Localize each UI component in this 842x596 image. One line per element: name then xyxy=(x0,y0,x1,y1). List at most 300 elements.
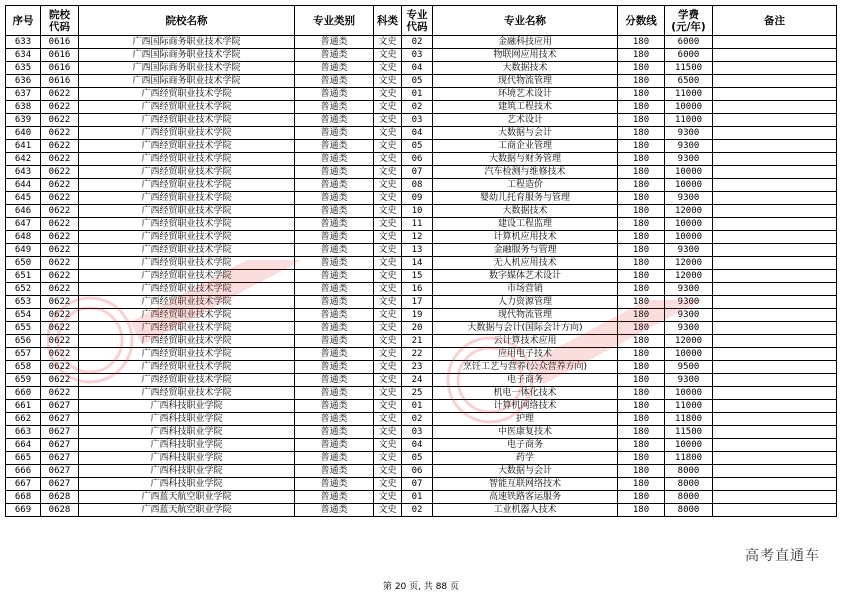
cell-score: 180 xyxy=(618,335,665,348)
header-note: 备注 xyxy=(713,6,837,36)
cell-note xyxy=(713,62,837,75)
cell-category: 普通类 xyxy=(295,179,374,192)
cell-subject: 文史 xyxy=(374,335,402,348)
cell-major-name: 大数据与会计 xyxy=(433,127,618,140)
cell-category: 普通类 xyxy=(295,36,374,49)
table-row xyxy=(6,452,837,465)
cell-school-name: 广西国际商务职业技术学院 xyxy=(79,36,295,49)
cell-major-name: 电子商务 xyxy=(433,374,618,387)
header-category: 专业类别 xyxy=(295,6,374,36)
header-major-code-line2: 代码 xyxy=(406,20,428,33)
table-row xyxy=(6,153,837,166)
cell-school-code: 0622 xyxy=(41,244,79,257)
header-fee-line1: 学费 xyxy=(678,8,699,21)
cell-major-code: 24 xyxy=(402,374,433,387)
cell-score: 180 xyxy=(618,413,665,426)
cell-school-code: 0622 xyxy=(41,296,79,309)
cell-major-name: 建筑工程技术 xyxy=(433,101,618,114)
header-subject: 科类 xyxy=(374,6,402,36)
cell-school-name: 广西经贸职业技术学院 xyxy=(79,127,295,140)
cell-subject: 文史 xyxy=(374,348,402,361)
cell-score: 180 xyxy=(618,452,665,465)
header-score: 分数线 xyxy=(618,6,665,36)
cell-major-name: 智能互联网络技术 xyxy=(433,478,618,491)
cell-seq: 655 xyxy=(6,322,41,335)
cell-school-name: 广西经贸职业技术学院 xyxy=(79,361,295,374)
cell-major-code: 20 xyxy=(402,322,433,335)
cell-fee: 10000 xyxy=(665,179,713,192)
cell-score: 180 xyxy=(618,218,665,231)
cell-fee: 12000 xyxy=(665,205,713,218)
cell-fee: 9300 xyxy=(665,283,713,296)
table-row xyxy=(6,140,837,153)
cell-school-code: 0627 xyxy=(41,439,79,452)
cell-major-code: 03 xyxy=(402,114,433,127)
cell-school-code: 0622 xyxy=(41,322,79,335)
cell-subject: 文史 xyxy=(374,413,402,426)
cell-score: 180 xyxy=(618,400,665,413)
cell-major-code: 05 xyxy=(402,75,433,88)
cell-major-code: 02 xyxy=(402,36,433,49)
cell-school-code: 0627 xyxy=(41,426,79,439)
cell-score: 180 xyxy=(618,153,665,166)
cell-score: 180 xyxy=(618,166,665,179)
cell-subject: 文史 xyxy=(374,88,402,101)
table-row xyxy=(6,257,837,270)
cell-major-code: 19 xyxy=(402,309,433,322)
cell-school-name: 广西科技职业学院 xyxy=(79,400,295,413)
cell-score: 180 xyxy=(618,231,665,244)
cell-note xyxy=(713,413,837,426)
cell-major-name: 汽车检测与维修技术 xyxy=(433,166,618,179)
cell-school-name: 广西经贸职业技术学院 xyxy=(79,335,295,348)
cell-subject: 文史 xyxy=(374,75,402,88)
cell-school-name: 广西经贸职业技术学院 xyxy=(79,114,295,127)
cell-school-code: 0622 xyxy=(41,309,79,322)
cell-school-name: 广西经贸职业技术学院 xyxy=(79,218,295,231)
cell-school-code: 0622 xyxy=(41,88,79,101)
cell-seq: 649 xyxy=(6,244,41,257)
cell-school-name: 广西蓝天航空职业学院 xyxy=(79,491,295,504)
cell-fee: 11000 xyxy=(665,400,713,413)
cell-subject: 文史 xyxy=(374,49,402,62)
cell-fee: 10000 xyxy=(665,101,713,114)
cell-subject: 文史 xyxy=(374,296,402,309)
cell-subject: 文史 xyxy=(374,231,402,244)
cell-school-name: 广西科技职业学院 xyxy=(79,478,295,491)
cell-major-name: 工程造价 xyxy=(433,179,618,192)
cell-note xyxy=(713,283,837,296)
cell-major-name: 药学 xyxy=(433,452,618,465)
cell-seq: 636 xyxy=(6,75,41,88)
cell-score: 180 xyxy=(618,439,665,452)
cell-score: 180 xyxy=(618,257,665,270)
cell-category: 普通类 xyxy=(295,465,374,478)
cell-score: 180 xyxy=(618,244,665,257)
table-row xyxy=(6,348,837,361)
cell-school-code: 0622 xyxy=(41,140,79,153)
cell-major-code: 05 xyxy=(402,452,433,465)
cell-school-name: 广西经贸职业技术学院 xyxy=(79,374,295,387)
cell-major-name: 现代物流管理 xyxy=(433,309,618,322)
cell-category: 普通类 xyxy=(295,166,374,179)
cell-fee: 8000 xyxy=(665,491,713,504)
cell-note xyxy=(713,374,837,387)
cell-score: 180 xyxy=(618,36,665,49)
cell-seq: 635 xyxy=(6,62,41,75)
cell-note xyxy=(713,114,837,127)
cell-fee: 10000 xyxy=(665,218,713,231)
cell-major-name: 金融科技应用 xyxy=(433,36,618,49)
cell-seq: 648 xyxy=(6,231,41,244)
cell-score: 180 xyxy=(618,114,665,127)
cell-note xyxy=(713,504,837,517)
cell-category: 普通类 xyxy=(295,49,374,62)
cell-school-code: 0628 xyxy=(41,504,79,517)
cell-subject: 文史 xyxy=(374,179,402,192)
cell-major-code: 07 xyxy=(402,166,433,179)
cell-note xyxy=(713,478,837,491)
table-row xyxy=(6,439,837,452)
cell-category: 普通类 xyxy=(295,387,374,400)
cell-fee: 10000 xyxy=(665,166,713,179)
cell-subject: 文史 xyxy=(374,283,402,296)
cell-score: 180 xyxy=(618,179,665,192)
cell-subject: 文史 xyxy=(374,387,402,400)
cell-major-code: 03 xyxy=(402,49,433,62)
cell-subject: 文史 xyxy=(374,114,402,127)
cell-major-name: 工业机器人技术 xyxy=(433,504,618,517)
cell-fee: 9300 xyxy=(665,153,713,166)
cell-major-name: 无人机应用技术 xyxy=(433,257,618,270)
cell-score: 180 xyxy=(618,140,665,153)
cell-seq: 669 xyxy=(6,504,41,517)
cell-major-name: 婴幼儿托育服务与管理 xyxy=(433,192,618,205)
cell-note xyxy=(713,88,837,101)
cell-fee: 12000 xyxy=(665,270,713,283)
cell-subject: 文史 xyxy=(374,218,402,231)
cell-category: 普通类 xyxy=(295,322,374,335)
table-row xyxy=(6,296,837,309)
cell-major-code: 25 xyxy=(402,387,433,400)
cell-major-name: 现代物流管理 xyxy=(433,75,618,88)
cell-seq: 663 xyxy=(6,426,41,439)
cell-major-code: 17 xyxy=(402,296,433,309)
cell-school-name: 广西科技职业学院 xyxy=(79,465,295,478)
cell-note xyxy=(713,452,837,465)
cell-score: 180 xyxy=(618,62,665,75)
cell-major-code: 04 xyxy=(402,127,433,140)
cell-school-code: 0622 xyxy=(41,335,79,348)
cell-subject: 文史 xyxy=(374,504,402,517)
table-row xyxy=(6,75,837,88)
cell-note xyxy=(713,192,837,205)
cell-school-code: 0622 xyxy=(41,361,79,374)
table-row xyxy=(6,49,837,62)
table-row xyxy=(6,36,837,49)
cell-subject: 文史 xyxy=(374,426,402,439)
cell-note xyxy=(713,270,837,283)
cell-major-code: 16 xyxy=(402,283,433,296)
cell-seq: 661 xyxy=(6,400,41,413)
cell-major-code: 15 xyxy=(402,270,433,283)
cell-subject: 文史 xyxy=(374,439,402,452)
cell-school-name: 广西经贸职业技术学院 xyxy=(79,244,295,257)
cell-major-code: 06 xyxy=(402,153,433,166)
cell-note xyxy=(713,36,837,49)
cell-subject: 文史 xyxy=(374,400,402,413)
header-fee xyxy=(665,6,713,36)
cell-major-name: 环境艺术设计 xyxy=(433,88,618,101)
cell-major-name: 烹饪工艺与营养(公众营养方向) xyxy=(433,361,618,374)
table-header-row xyxy=(6,6,837,36)
cell-major-code: 10 xyxy=(402,205,433,218)
header-school-name: 院校名称 xyxy=(79,6,295,36)
cell-school-code: 0622 xyxy=(41,127,79,140)
cell-major-code: 02 xyxy=(402,504,433,517)
cell-school-name: 广西国际商务职业技术学院 xyxy=(79,62,295,75)
table-row xyxy=(6,374,837,387)
cell-major-name: 计算机网络技术 xyxy=(433,400,618,413)
cell-school-code: 0622 xyxy=(41,166,79,179)
cell-school-name: 广西科技职业学院 xyxy=(79,413,295,426)
cell-note xyxy=(713,101,837,114)
cell-fee: 10000 xyxy=(665,439,713,452)
header-school-code-line2: 代码 xyxy=(49,20,70,33)
cell-note xyxy=(713,348,837,361)
cell-fee: 11500 xyxy=(665,62,713,75)
cell-school-code: 0627 xyxy=(41,478,79,491)
cell-category: 普通类 xyxy=(295,452,374,465)
cell-category: 普通类 xyxy=(295,88,374,101)
cell-score: 180 xyxy=(618,504,665,517)
cell-score: 180 xyxy=(618,491,665,504)
cell-category: 普通类 xyxy=(295,192,374,205)
table-row xyxy=(6,413,837,426)
cell-note xyxy=(713,231,837,244)
cell-major-name: 应用电子技术 xyxy=(433,348,618,361)
cell-category: 普通类 xyxy=(295,270,374,283)
cell-major-code: 04 xyxy=(402,62,433,75)
cell-score: 180 xyxy=(618,309,665,322)
cell-major-name: 云计算技术应用 xyxy=(433,335,618,348)
cell-subject: 文史 xyxy=(374,257,402,270)
cell-fee: 10000 xyxy=(665,387,713,400)
cell-seq: 651 xyxy=(6,270,41,283)
cell-subject: 文史 xyxy=(374,101,402,114)
cell-major-code: 05 xyxy=(402,140,433,153)
cell-seq: 656 xyxy=(6,335,41,348)
cell-category: 普通类 xyxy=(295,153,374,166)
cell-fee: 11800 xyxy=(665,452,713,465)
cell-score: 180 xyxy=(618,361,665,374)
cell-note xyxy=(713,75,837,88)
cell-note xyxy=(713,387,837,400)
cell-major-name: 物联网应用技术 xyxy=(433,49,618,62)
cell-category: 普通类 xyxy=(295,114,374,127)
table-row xyxy=(6,101,837,114)
header-major-code xyxy=(402,6,433,36)
cell-seq: 644 xyxy=(6,179,41,192)
cell-school-code: 0622 xyxy=(41,153,79,166)
cell-fee: 9300 xyxy=(665,322,713,335)
cell-school-name: 广西经贸职业技术学院 xyxy=(79,153,295,166)
cell-note xyxy=(713,218,837,231)
cell-category: 普通类 xyxy=(295,127,374,140)
cell-major-code: 11 xyxy=(402,218,433,231)
cell-score: 180 xyxy=(618,270,665,283)
cell-seq: 638 xyxy=(6,101,41,114)
cell-note xyxy=(713,465,837,478)
cell-major-name: 中医康复技术 xyxy=(433,426,618,439)
cell-major-code: 12 xyxy=(402,231,433,244)
cell-subject: 文史 xyxy=(374,374,402,387)
cell-school-name: 广西经贸职业技术学院 xyxy=(79,205,295,218)
cell-seq: 639 xyxy=(6,114,41,127)
cell-major-name: 大数据与会计 xyxy=(433,465,618,478)
cell-school-name: 广西经贸职业技术学院 xyxy=(79,348,295,361)
cell-seq: 633 xyxy=(6,36,41,49)
cell-fee: 12000 xyxy=(665,257,713,270)
cell-note xyxy=(713,335,837,348)
cell-fee: 9300 xyxy=(665,140,713,153)
cell-category: 普通类 xyxy=(295,348,374,361)
cell-score: 180 xyxy=(618,283,665,296)
cell-school-name: 广西经贸职业技术学院 xyxy=(79,101,295,114)
cell-note xyxy=(713,426,837,439)
cell-score: 180 xyxy=(618,296,665,309)
cell-category: 普通类 xyxy=(295,400,374,413)
cell-score: 180 xyxy=(618,101,665,114)
cell-subject: 文史 xyxy=(374,270,402,283)
table-row xyxy=(6,114,837,127)
cell-category: 普通类 xyxy=(295,62,374,75)
cell-seq: 664 xyxy=(6,439,41,452)
cell-major-code: 01 xyxy=(402,400,433,413)
cell-major-code: 07 xyxy=(402,478,433,491)
header-seq: 序号 xyxy=(6,6,41,36)
cell-seq: 659 xyxy=(6,374,41,387)
cell-fee: 8000 xyxy=(665,478,713,491)
cell-school-code: 0627 xyxy=(41,400,79,413)
cell-fee: 11000 xyxy=(665,88,713,101)
table-row xyxy=(6,335,837,348)
cell-major-code: 01 xyxy=(402,491,433,504)
cell-fee: 9300 xyxy=(665,309,713,322)
table-row xyxy=(6,322,837,335)
cell-note xyxy=(713,140,837,153)
table-row xyxy=(6,426,837,439)
cell-category: 普通类 xyxy=(295,309,374,322)
cell-score: 180 xyxy=(618,426,665,439)
cell-major-code: 01 xyxy=(402,88,433,101)
cell-major-name: 电子商务 xyxy=(433,439,618,452)
cell-score: 180 xyxy=(618,88,665,101)
cell-score: 180 xyxy=(618,387,665,400)
table-row xyxy=(6,179,837,192)
cell-major-name: 大数据技术 xyxy=(433,205,618,218)
cell-school-name: 广西经贸职业技术学院 xyxy=(79,140,295,153)
cell-note xyxy=(713,296,837,309)
cell-school-code: 0622 xyxy=(41,348,79,361)
cell-seq: 653 xyxy=(6,296,41,309)
cell-category: 普通类 xyxy=(295,283,374,296)
cell-major-code: 04 xyxy=(402,439,433,452)
cell-major-name: 大数据技术 xyxy=(433,62,618,75)
cell-note xyxy=(713,166,837,179)
table-row xyxy=(6,205,837,218)
cell-school-name: 广西科技职业学院 xyxy=(79,452,295,465)
cell-major-code: 14 xyxy=(402,257,433,270)
table-row xyxy=(6,504,837,517)
cell-seq: 660 xyxy=(6,387,41,400)
table-row xyxy=(6,244,837,257)
cell-score: 180 xyxy=(618,374,665,387)
cell-school-code: 0616 xyxy=(41,62,79,75)
cell-school-code: 0622 xyxy=(41,205,79,218)
cell-school-name: 广西国际商务职业技术学院 xyxy=(79,75,295,88)
cell-major-name: 护理 xyxy=(433,413,618,426)
cell-score: 180 xyxy=(618,75,665,88)
cell-score: 180 xyxy=(618,478,665,491)
cell-school-code: 0622 xyxy=(41,101,79,114)
cell-major-code: 03 xyxy=(402,426,433,439)
cell-seq: 642 xyxy=(6,153,41,166)
cell-subject: 文史 xyxy=(374,153,402,166)
cell-category: 普通类 xyxy=(295,361,374,374)
cell-school-code: 0622 xyxy=(41,387,79,400)
cell-school-name: 广西经贸职业技术学院 xyxy=(79,270,295,283)
cell-fee: 9300 xyxy=(665,244,713,257)
cell-score: 180 xyxy=(618,49,665,62)
cell-fee: 9500 xyxy=(665,361,713,374)
cell-subject: 文史 xyxy=(374,140,402,153)
cell-major-name: 计算机应用技术 xyxy=(433,231,618,244)
cell-school-code: 0622 xyxy=(41,270,79,283)
cell-seq: 637 xyxy=(6,88,41,101)
cell-note xyxy=(713,257,837,270)
cell-seq: 658 xyxy=(6,361,41,374)
cell-school-code: 0622 xyxy=(41,283,79,296)
admission-table xyxy=(5,5,837,517)
cell-school-code: 0628 xyxy=(41,491,79,504)
cell-school-name: 广西蓝天航空职业学院 xyxy=(79,504,295,517)
cell-school-name: 广西经贸职业技术学院 xyxy=(79,179,295,192)
cell-school-code: 0622 xyxy=(41,179,79,192)
cell-category: 普通类 xyxy=(295,413,374,426)
cell-category: 普通类 xyxy=(295,439,374,452)
cell-note xyxy=(713,309,837,322)
header-school-code-line1: 院校 xyxy=(49,8,70,21)
cell-subject: 文史 xyxy=(374,192,402,205)
cell-category: 普通类 xyxy=(295,231,374,244)
cell-note xyxy=(713,361,837,374)
cell-major-code: 23 xyxy=(402,361,433,374)
cell-subject: 文史 xyxy=(374,166,402,179)
cell-fee: 6000 xyxy=(665,36,713,49)
cell-school-name: 广西经贸职业技术学院 xyxy=(79,257,295,270)
cell-school-name: 广西经贸职业技术学院 xyxy=(79,166,295,179)
cell-subject: 文史 xyxy=(374,127,402,140)
cell-note xyxy=(713,127,837,140)
cell-category: 普通类 xyxy=(295,374,374,387)
cell-subject: 文史 xyxy=(374,478,402,491)
table-row xyxy=(6,283,837,296)
cell-school-name: 广西经贸职业技术学院 xyxy=(79,283,295,296)
cell-fee: 9300 xyxy=(665,374,713,387)
cell-major-name: 金融服务与管理 xyxy=(433,244,618,257)
cell-fee: 9300 xyxy=(665,192,713,205)
